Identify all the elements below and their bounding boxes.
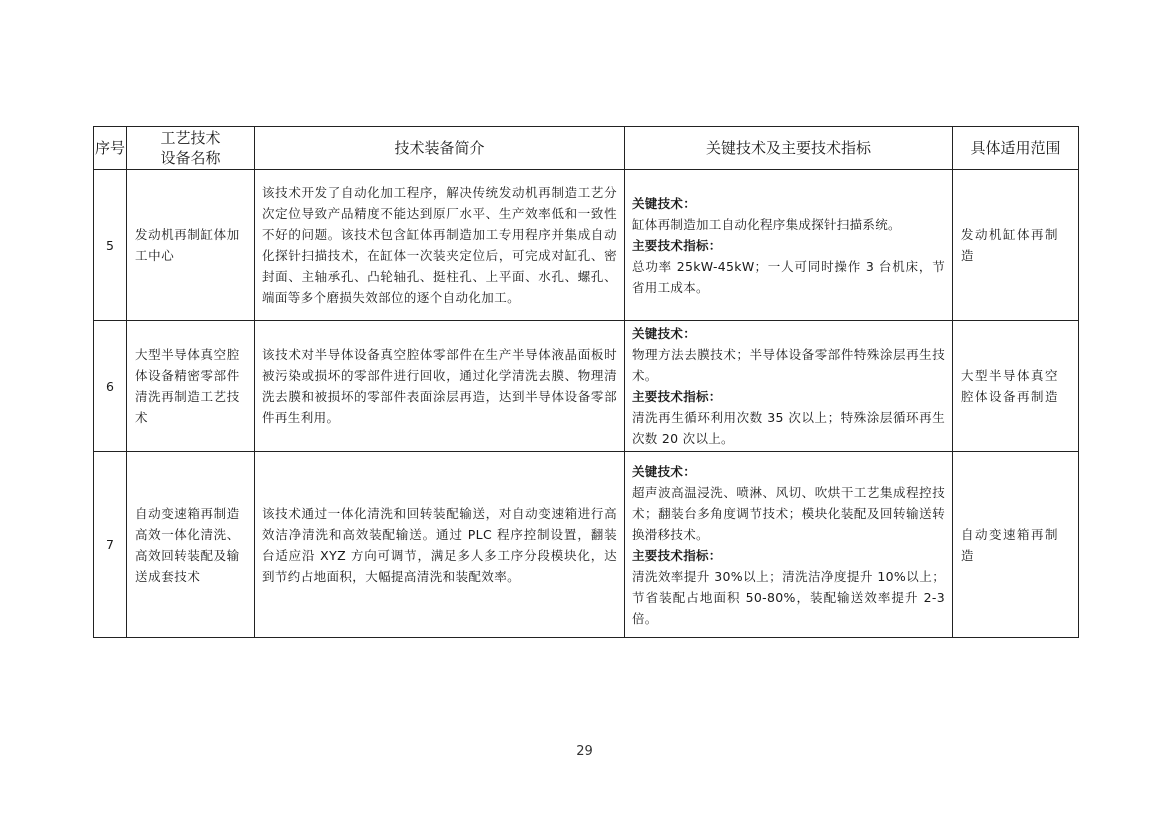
row-key-tech: [625, 452, 953, 638]
row-intro: 该技术对半导体设备真空腔体零部件在生产半导体液晶面板时被污染或损坏的零部件进行回收，通过化学清洗去膜、物理清洗去膜和被损坏的零部件表面涂层再造，达到半导体设备零部件再生利用。: [255, 321, 625, 452]
row-name: 发动机再制缸体加工中心: [127, 170, 255, 321]
metric-label: 主要技术指标：: [632, 389, 722, 404]
row-scope: 大型半导体真空腔体设备再制造: [953, 321, 1079, 452]
key-tech-label: 关键技术：: [632, 463, 697, 479]
metric-text: 总功率 25kW-45kW；一人可同时操作 3 台机床，节省用工成本。: [632, 258, 945, 295]
key-tech-text: 超声波高温浸洗、喷淋、风切、吹烘干工艺集成程控技术；翻装台多角度调节技术；模块化装配及回转输送转换滑移技术。: [632, 484, 945, 542]
metric-label: 主要技术指标：: [632, 237, 722, 253]
row-scope: 发动机缸体再制造: [953, 170, 1079, 321]
row-name: 大型半导体真空腔体设备精密零部件清洗再制造工艺技术: [127, 321, 255, 452]
row-intro: 该技术开发了自动化加工程序，解决传统发动机再制造工艺分次定位导致产品精度不能达到原厂水平、生产效率低和一致性不好的问题。该技术包含缸体再制造加工专用程序并集成自动化探针扫描技术，在缸体一次装夹定位后，可完成对缸孔、密封面、主轴承孔、凸轮轴孔、挺柱孔、上平面、水孔、螺孔、端面等多个磨损失效部位的逐个自动化加工。: [255, 170, 625, 321]
table-row: [94, 170, 1079, 321]
header-name-line1: 工艺技术: [160, 129, 221, 147]
header-scope: 具体适用范围: [953, 127, 1079, 170]
header-index: 序号: [94, 127, 127, 170]
row-key-tech: [625, 170, 953, 321]
metric-text: 清洗再生循环利用次数 35 次以上；特殊涂层循环再生次数 20 次以上。: [632, 410, 945, 446]
technology-table: [93, 126, 1079, 638]
row-index: 6: [94, 321, 127, 452]
key-tech-label: 关键技术：: [632, 195, 697, 211]
row-key-tech: [625, 321, 953, 452]
key-tech-text: 物理方法去膜技术；半导体设备零部件特殊涂层再生技术。: [632, 347, 945, 383]
header-name-line2: 设备名称: [160, 149, 221, 167]
key-tech-label: 关键技术：: [632, 326, 697, 341]
row-intro: 该技术通过一体化清洗和回转装配输送，对自动变速箱进行高效洁净清洗和高效装配输送。通过 PLC 程序控制设置，翻装台适应沿 XYZ 方向可调节，满足多人多工序分段模块化，达到节约占地面积，大幅提高清洗和装配效率。: [255, 452, 625, 638]
row-name: 自动变速箱再制造高效一体化清洗、高效回转装配及输送成套技术: [127, 452, 255, 638]
key-tech-text: 缸体再制造加工自动化程序集成探针扫描系统。: [632, 216, 901, 232]
metric-label: 主要技术指标：: [632, 547, 722, 563]
header-key-tech: 关键技术及主要技术指标: [625, 127, 953, 170]
table-header-row: [94, 127, 1079, 170]
header-intro: 技术装备简介: [255, 127, 625, 170]
table-row: [94, 321, 1079, 452]
table-row: [94, 452, 1079, 638]
header-name: [127, 127, 255, 170]
page-number: 29: [576, 744, 593, 759]
row-index: 5: [94, 170, 127, 321]
row-index: 7: [94, 452, 127, 638]
metric-text: 清洗效率提升 30%以上；清洗洁净度提升 10%以上；节省装配占地面积 50-80%，装配输送效率提升 2-3 倍。: [632, 568, 945, 626]
row-scope: 自动变速箱再制造: [953, 452, 1079, 638]
